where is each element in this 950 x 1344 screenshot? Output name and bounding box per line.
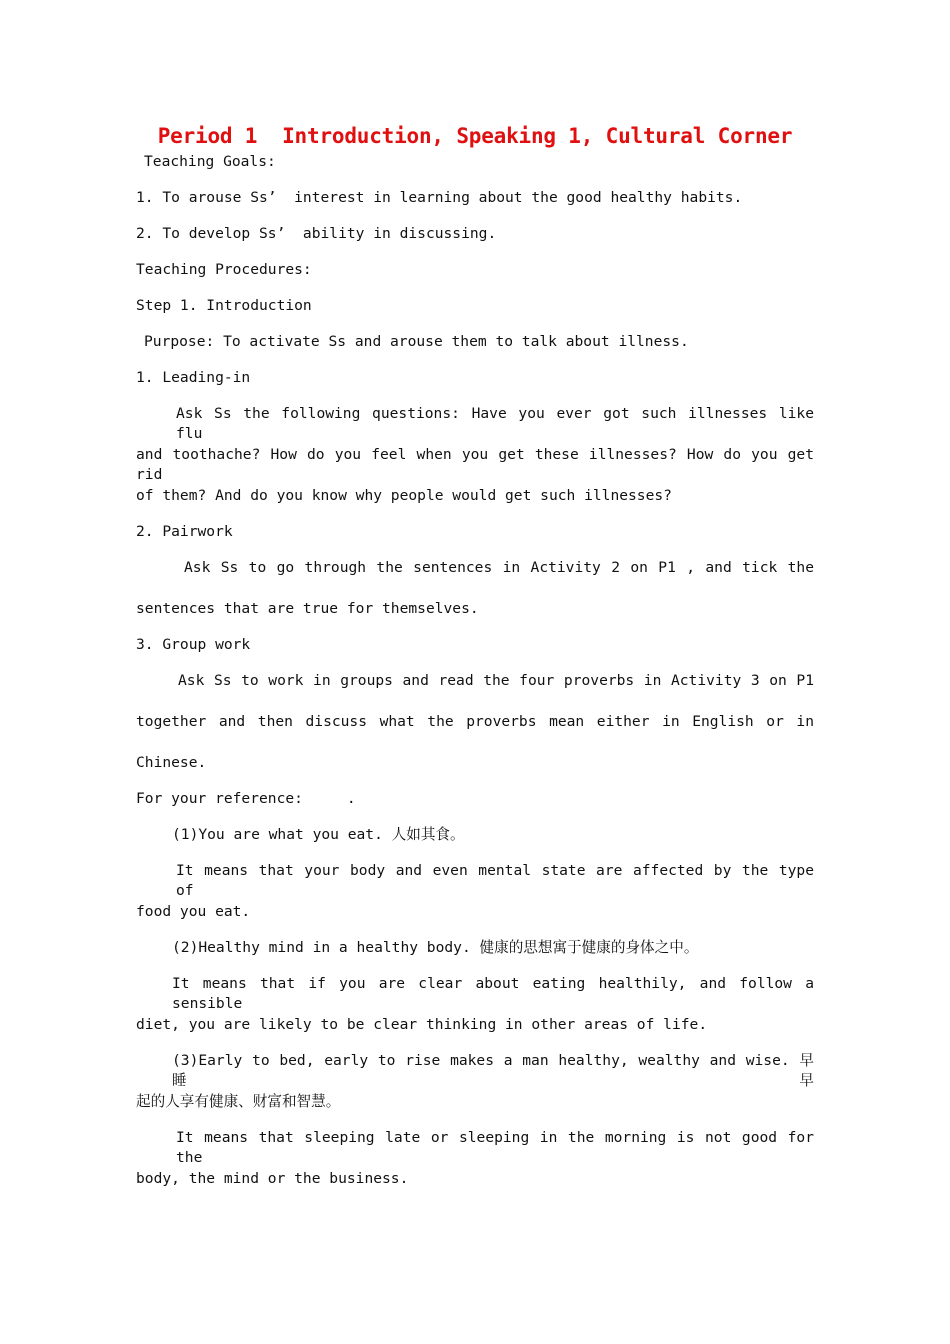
- leading-in-heading: 1. Leading-in: [136, 369, 251, 386]
- proverb-2: (2)Healthy mind in a healthy body. 健康的思想寓于健康的身体之中。: [172, 939, 699, 956]
- goal-item-1: 1. To arouse Ss’ interest in learning about the good healthy habits.: [136, 189, 743, 206]
- group-work-paragraph-line-1: Ask Ss to work in groups and read the four proverbs in Activity 3 on P1: [178, 672, 814, 689]
- page-title: Period 1 Introduction, Speaking 1, Cultural Corner: [157, 124, 793, 148]
- proverb-3-explanation-line-1: It means that sleeping late or sleeping in the morning is not good for the: [176, 1129, 814, 1166]
- pairwork-paragraph-line-1: Ask Ss to go through the sentences in Activity 2 on P1 , and tick the: [184, 559, 814, 576]
- goal-item-2: 2. To develop Ss’ ability in discussing.: [136, 225, 497, 242]
- group-work-paragraph-line-2: together and then discuss what the proverbs mean either in English or in: [136, 713, 814, 730]
- leading-in-paragraph-line-2: and toothache? How do you feel when you get these illnesses? How do you get rid: [136, 446, 814, 483]
- leading-in-paragraph-line-1: Ask Ss the following questions: Have you ever got such illnesses like flu: [176, 405, 814, 442]
- teaching-procedures-heading: Teaching Procedures:: [136, 261, 312, 278]
- reference-heading: For your reference: .: [136, 790, 356, 807]
- pairwork-paragraph-line-2: sentences that are true for themselves.: [136, 600, 479, 617]
- pairwork-heading: 2. Pairwork: [136, 523, 233, 540]
- purpose-text: Purpose: To activate Ss and arouse them to talk about illness.: [144, 333, 689, 350]
- proverb-3: (3)Early to bed, early to rise makes a man healthy, wealthy and wise. 早睡早: [172, 1052, 814, 1089]
- proverb-3-continued: 起的人享有健康、财富和智慧。: [136, 1093, 341, 1110]
- group-work-paragraph-line-3: Chinese.: [136, 754, 207, 771]
- proverb-1-explanation-line-2: food you eat.: [136, 903, 251, 920]
- proverb-2-explanation-line-1: It means that if you are clear about eating healthily, and follow a sensible: [172, 975, 814, 1012]
- teaching-goals-heading: Teaching Goals:: [144, 153, 276, 170]
- proverb-2-explanation-line-2: diet, you are likely to be clear thinking in other areas of life.: [136, 1016, 708, 1033]
- proverb-3-explanation-line-2: body, the mind or the business.: [136, 1170, 409, 1187]
- group-work-heading: 3. Group work: [136, 636, 251, 653]
- proverb-1: (1)You are what you eat. 人如其食。: [172, 826, 465, 843]
- leading-in-paragraph-line-3: of them? And do you know why people would get such illnesses?: [136, 487, 672, 504]
- proverb-1-explanation-line-1: It means that your body and even mental state are affected by the type of: [176, 862, 814, 899]
- step-1-heading: Step 1. Introduction: [136, 297, 312, 314]
